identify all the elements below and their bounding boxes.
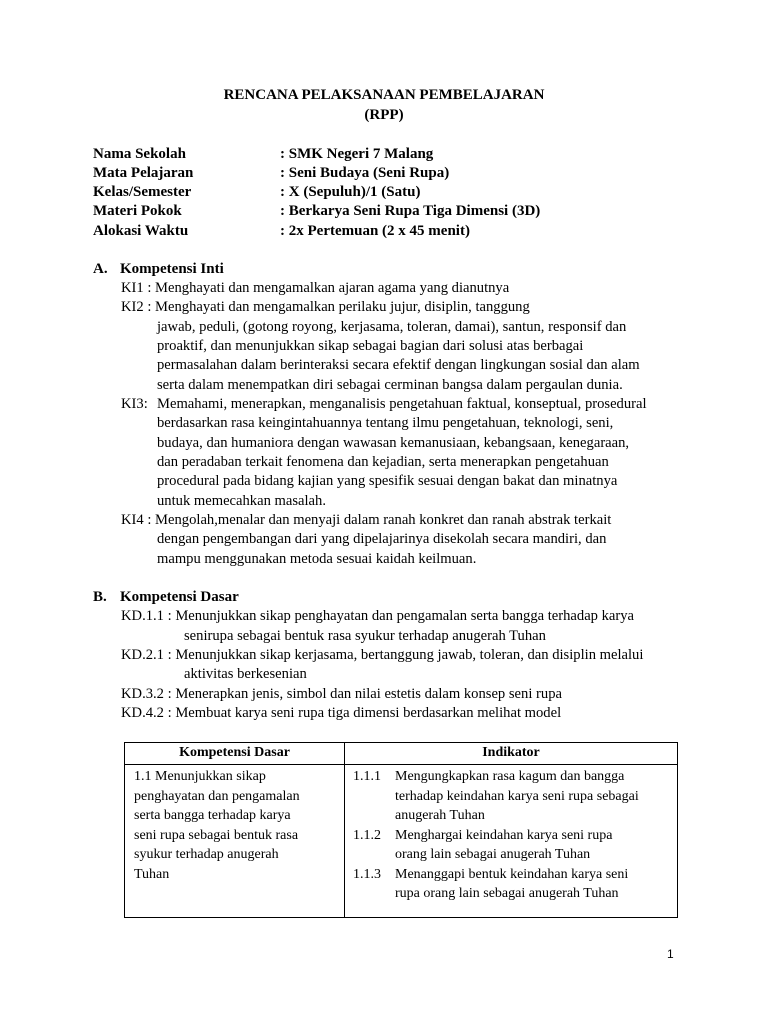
section-number: B. xyxy=(93,589,107,605)
kd11-cont: senirupa sebagai bentuk rasa syukur terhadap anugerah Tuhan xyxy=(184,628,546,644)
document-subtitle: (RPP) xyxy=(364,107,404,123)
indikator-cell xyxy=(345,765,678,918)
kd-line: serta bangga terhadap karya xyxy=(134,808,291,823)
indikator-item xyxy=(345,865,671,904)
indikator-item xyxy=(345,767,671,826)
ki4-line: KI4 : Mengolah,menalar dan menyaji dalam ranah konkret dan ranah abstrak terkait xyxy=(121,512,612,528)
ki2-cont: permasalahan dalam berinteraksi secara efektif dengan lingkungan sosial dan alam xyxy=(157,357,640,373)
info-label: Kelas/Semester xyxy=(93,184,192,200)
ki2-line: KI2 : Menghayati dan mengamalkan perilaku jujur, disiplin, tanggung xyxy=(121,299,530,315)
header-kompetensi-dasar: Kompetensi Dasar xyxy=(125,743,345,765)
ki4-cont: mampu menggunakan metoda sesuai kaidah keilmuan. xyxy=(157,551,477,567)
indikator-line: Mengungkapkan rasa kagum dan bangga xyxy=(395,769,625,784)
table-header-row xyxy=(125,743,678,765)
kd-indikator-table xyxy=(124,742,678,918)
ki3-cont: berdasarkan rasa keingintahuannya tentang ilmu pengetahuan, teknologi, seni, xyxy=(157,415,614,431)
info-value: : X (Sepuluh)/1 (Satu) xyxy=(280,184,421,200)
info-value: : Seni Budaya (Seni Rupa) xyxy=(280,165,450,181)
info-value: : 2x Pertemuan (2 x 45 menit) xyxy=(280,223,470,239)
indikator-line: orang lain sebagai anugerah Tuhan xyxy=(395,847,591,862)
info-label: Materi Pokok xyxy=(93,203,182,219)
header-indikator: Indikator xyxy=(345,743,678,765)
ki3-cont: untuk memecahkan masalah. xyxy=(157,493,326,509)
ki2-cont: jawab, peduli, (gotong royong, kerjasama, toleran, damai), santun, responsif dan xyxy=(157,319,627,335)
ki2-cont: proaktif, dan menunjukkan sikap sebagai bagian dari solusi atas berbagai xyxy=(157,338,584,354)
ki2-cont: serta dalam menempatkan diri sebagai cerminan bangsa dalam pergaulan dunia. xyxy=(157,377,623,393)
indikator-line: Menghargai keindahan karya seni rupa xyxy=(395,827,613,843)
kd-line: 1.1 Menunjukkan sikap xyxy=(134,769,266,784)
indikator-number: 1.1.1 xyxy=(353,769,381,784)
kd-line: Tuhan xyxy=(134,866,170,882)
ki3-cont: dan peradaban terkait fenomena dan kejadian, serta menerapkan pengetahuan xyxy=(157,454,609,470)
table-row xyxy=(125,765,678,918)
ki4-cont: dengan pengembangan dari yang dipelajarinya disekolah secara mandiri, dan xyxy=(157,531,607,547)
kd-cell xyxy=(125,765,345,918)
info-label: Alokasi Waktu xyxy=(93,223,189,239)
info-value: : Berkarya Seni Rupa Tiga Dimensi (3D) xyxy=(280,203,541,219)
ki3-line: Memahami, menerapkan, menganalisis pengetahuan faktual, konseptual, prosedural xyxy=(157,396,647,412)
section-number: A. xyxy=(93,261,108,277)
kd-line: seni rupa sebagai bentuk rasa xyxy=(134,827,299,843)
indikator-line: terhadap keindahan karya seni rupa sebagai xyxy=(395,788,639,804)
kd21-line: KD.2.1 : Menunjukkan sikap kerjasama, bertanggung jawab, toleran, dan disiplin melalui xyxy=(121,647,644,663)
ki3-code: KI3: xyxy=(121,396,148,412)
ki3-cont: budaya, dan humaniora dengan wawasan kemanusiaan, kebangsaan, kenegaraan, xyxy=(157,435,630,451)
page-number: 1 xyxy=(667,947,674,961)
kd-line: syukur terhadap anugerah xyxy=(134,847,279,862)
kd42-line: KD.4.2 : Membuat karya seni rupa tiga dimensi berdasarkan melihat model xyxy=(121,705,562,721)
document-title: RENCANA PELAKSANAAN PEMBELAJARAN xyxy=(223,87,545,103)
indikator-item xyxy=(345,826,671,865)
indikator-line: rupa orang lain sebagai anugerah Tuhan xyxy=(395,886,619,901)
indikator-number: 1.1.3 xyxy=(353,866,381,882)
info-label: Nama Sekolah xyxy=(93,146,186,162)
ki1-line: KI1 : Menghayati dan mengamalkan ajaran agama yang dianutnya xyxy=(121,280,510,296)
kd32-line: KD.3.2 : Menerapkan jenis, simbol dan nilai estetis dalam konsep seni rupa xyxy=(121,686,562,702)
kd-line: penghayatan dan pengamalan xyxy=(134,788,300,804)
indikator-line: anugerah Tuhan xyxy=(395,808,485,823)
section-title: Kompetensi Inti xyxy=(120,261,224,277)
kd11-line: KD.1.1 : Menunjukkan sikap penghayatan dan pengamalan serta bangga terhadap karya xyxy=(121,608,635,624)
ki3-cont: procedural pada bidang kajian yang spesifik sesuai dengan bakat dan minatnya xyxy=(157,473,618,489)
info-value: : SMK Negeri 7 Malang xyxy=(280,146,434,162)
kd21-cont: aktivitas berkesenian xyxy=(184,666,307,682)
indikator-number: 1.1.2 xyxy=(353,827,381,843)
indikator-line: Menanggapi bentuk keindahan karya seni xyxy=(395,866,629,882)
info-label: Mata Pelajaran xyxy=(93,165,194,181)
section-title: Kompetensi Dasar xyxy=(120,589,239,605)
